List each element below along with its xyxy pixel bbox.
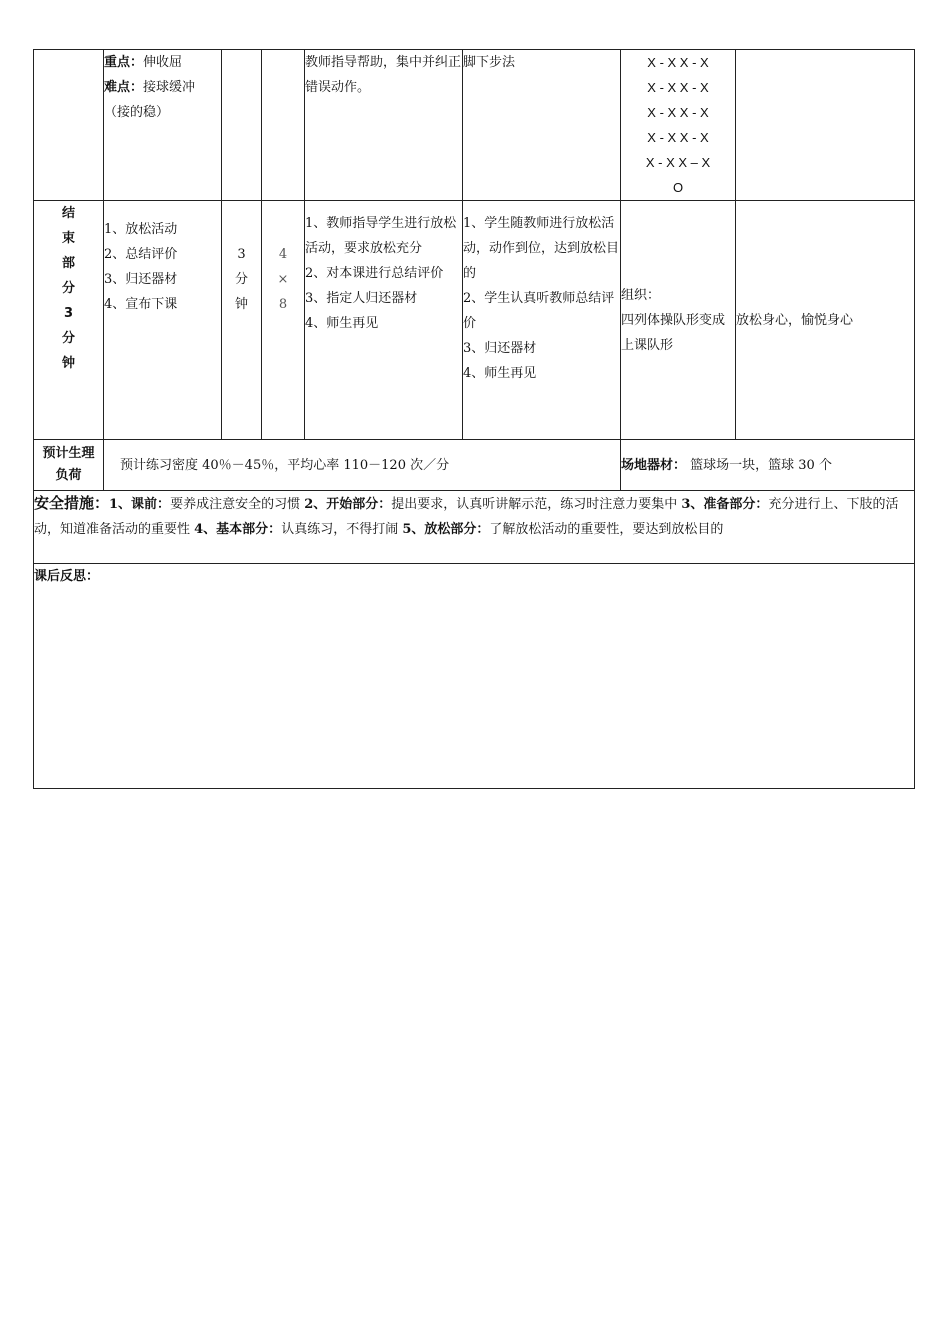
ending-organization-cell [621, 201, 736, 440]
load-value-cell [104, 440, 621, 491]
student-activity-text: 脚下步法 [463, 55, 516, 70]
time-char: 3 [237, 247, 246, 262]
load-value: 预计练习密度 40％－45％，平均心率 110－120 次／分 [120, 457, 450, 473]
ending-goal-cell [736, 201, 915, 440]
content-cell [104, 50, 222, 201]
section-label-char: 3 [63, 306, 74, 321]
key-point-label: 重点： [104, 55, 144, 70]
safety-item-label: 3、准备部分： [681, 497, 769, 512]
student-step: 2、学生认真听教师总结评价 [463, 291, 615, 331]
goal-cell [736, 50, 915, 201]
reps-char: × [277, 272, 289, 287]
reps-cell [262, 50, 305, 201]
ending-section-label [34, 201, 104, 440]
teacher-step: 1、教师指导学生进行放松活动，要求放松充分 [305, 216, 457, 256]
organization-text: 四列体操队形变成上课队形 [621, 312, 726, 353]
time-char: 分 [234, 272, 248, 287]
key-point-text: 伸收屈 [143, 55, 183, 70]
equipment-value: 篮球场一块，篮球 30 个 [690, 457, 832, 473]
formation-line: X - X X - X [647, 80, 709, 95]
safety-item-label: 5、放松部分： [402, 522, 490, 537]
lesson-plan-table [33, 49, 915, 789]
section-label-cell [34, 50, 104, 201]
reflection-row [34, 564, 915, 789]
safety-measures-cell [34, 491, 915, 564]
ending-time-cell [222, 201, 262, 440]
section-label-char: 分 [61, 331, 75, 346]
student-step: 4、师生再见 [463, 366, 537, 381]
content-item: 2、总结评价 [104, 247, 178, 262]
section-label-char: 分 [61, 281, 75, 296]
formation-line: X - X X - X [647, 130, 709, 145]
goal-text: 放松身心，愉悦身心 [736, 312, 854, 328]
formation-line: X - X X - X [647, 55, 709, 70]
content-item: 3、归还器材 [104, 272, 178, 287]
safety-item-text: 提出要求，认真听讲解示范，练习时注意力要集中 [391, 497, 682, 512]
safety-title: 安全措施： [34, 494, 110, 512]
teacher-step: 4、师生再见 [305, 316, 379, 331]
formation-line: X - X X - X [647, 105, 709, 120]
lesson-plan-sheet [33, 49, 914, 789]
safety-item-text: 充分进行上、下肢的活动，知道准备活动的重要性 [34, 497, 899, 537]
safety-item-label: 4、基本部分： [194, 522, 282, 537]
section-label-char: 部 [61, 256, 75, 271]
safety-row [34, 491, 915, 564]
ending-teacher-cell [305, 201, 463, 440]
formation-line: X - X X – X [645, 155, 711, 170]
equipment-label: 场地器材： [621, 457, 687, 473]
reflection-title: 课后反思： [34, 569, 100, 584]
safety-item-label: 2、开始部分： [304, 497, 392, 512]
safety-item-text: 要养成注意安全的习惯 [170, 497, 305, 512]
load-label: 预计生理负荷 [42, 446, 95, 483]
student-step: 3、归还器材 [463, 341, 537, 356]
ending-part-row [34, 201, 915, 440]
load-equipment-row [34, 440, 915, 491]
difficulty-label: 难点： [104, 80, 144, 95]
time-char: 钟 [234, 297, 248, 312]
teacher-step: 2、对本课进行总结评价 [305, 266, 444, 281]
reps-char: 8 [278, 297, 288, 312]
section-label-char: 束 [61, 231, 75, 246]
ending-content-cell [104, 201, 222, 440]
teacher-activity-text: 教师指导帮助，集中并纠正错误动作。 [305, 55, 462, 95]
reflection-cell [34, 564, 915, 789]
difficulty-text: 接球缓冲（接的稳） [104, 80, 196, 120]
reps-char: 4 [278, 247, 288, 262]
organization-label: 组织： [621, 287, 661, 303]
section-label-char: 钟 [61, 356, 75, 371]
formation-teacher-mark: O [672, 180, 684, 195]
safety-item-label: 1、课前： [109, 497, 171, 512]
basic-part-continuation-row [34, 50, 915, 201]
teacher-activity-cell [305, 50, 463, 201]
load-label-cell [34, 440, 104, 491]
formation-diagram-cell [621, 50, 736, 201]
content-item: 4、宣布下课 [104, 297, 178, 312]
teacher-step: 3、指定人归还器材 [305, 291, 418, 306]
safety-item-text: 了解放松活动的重要性，要达到放松目的 [489, 522, 724, 537]
equipment-cell [621, 440, 915, 491]
student-step: 1、学生随教师进行放松活动，动作到位，达到放松目的 [463, 216, 620, 281]
section-label-char: 结 [61, 206, 75, 221]
safety-item-text: 认真练习，不得打闹 [281, 522, 403, 537]
student-activity-cell [463, 50, 621, 201]
time-cell [222, 50, 262, 201]
ending-student-cell [463, 201, 621, 440]
content-item: 1、放松活动 [104, 222, 178, 237]
ending-reps-cell [262, 201, 305, 440]
